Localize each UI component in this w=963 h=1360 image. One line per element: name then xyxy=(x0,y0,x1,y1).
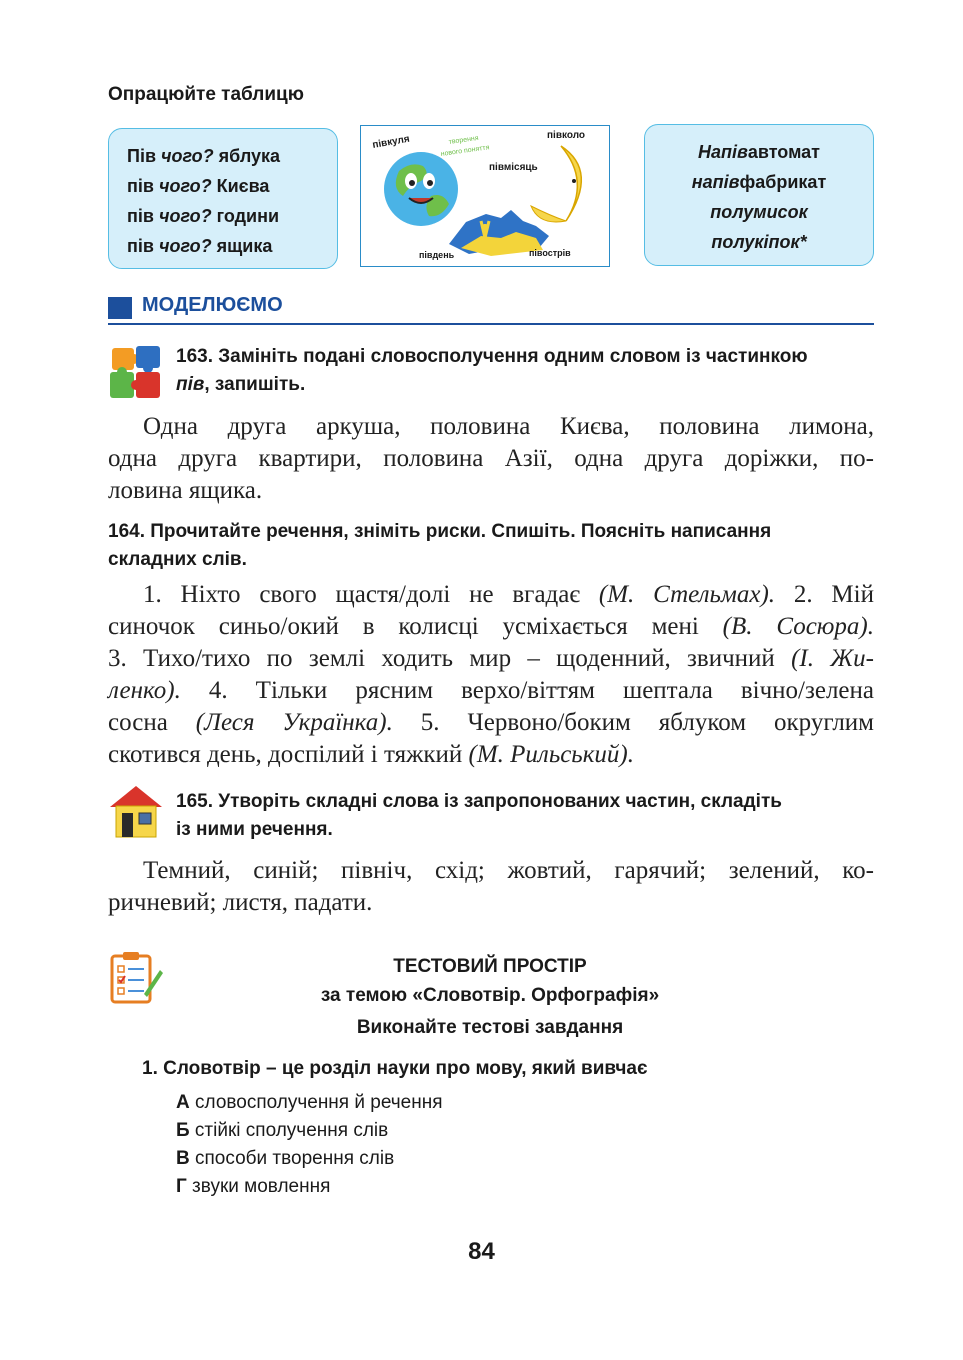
globe-icon xyxy=(384,152,458,226)
box-line: напівфабрикат xyxy=(691,172,827,192)
task-163-heading: 163. Замініть подані словосполучення одним словом із частинкою пів, запишіть. xyxy=(176,346,808,395)
task-163-text xyxy=(108,411,874,507)
task-165-text xyxy=(108,855,874,919)
box-line: Напівавтомат xyxy=(698,142,820,162)
section-divider xyxy=(108,323,874,325)
box-line: пів чого? Києва xyxy=(127,176,270,196)
page-number: 84 xyxy=(468,1238,495,1265)
heading: Опрацюйте таблицю xyxy=(108,84,304,105)
text-line: 3. Тихо/тихо по землі ходить мир – щоденний, звичний (І. Жи- xyxy=(108,645,874,672)
label-new-concept: нового поняття xyxy=(440,144,490,158)
label-pivkolo: півколо xyxy=(547,130,586,141)
text-line: скотився день, доспілий і тяжкий (М. Рильський). xyxy=(108,741,634,768)
text-line: ричневий; листя, падати. xyxy=(108,889,373,916)
test-instruction: Виконайте тестові завдання xyxy=(356,1017,624,1038)
text-line: ленко). 4. Тільки рясним верхо/віттям шептала вічно/зелена xyxy=(108,677,874,704)
text-line: Одна друга аркуша, половина Києва, половина лимона, xyxy=(143,413,874,440)
test-option: Г звуки мовлення xyxy=(176,1176,331,1197)
text-line: синочок синьо/окий в колисці усміхається мені (В. Сосюра). xyxy=(108,613,874,640)
moon-icon xyxy=(561,146,581,221)
illustration xyxy=(361,126,608,265)
label-pivmisiats: півмісяць xyxy=(489,162,538,173)
pre-box-pre-grammar xyxy=(108,128,338,269)
label-pivostriv: півострів xyxy=(529,248,571,258)
label-pivden: південь xyxy=(419,250,455,260)
prefix-box-napiv-polu xyxy=(644,124,874,266)
task-164-heading: 164. Прочитайте речення, зніміть риски. Спишіть. Поясніть написання складних слів. xyxy=(108,521,772,570)
box-line: пів чого? ящика xyxy=(127,236,273,256)
test-option: А словосполучення й речення xyxy=(176,1092,443,1113)
section-title: МОДЕЛЮЄМО xyxy=(142,294,283,316)
task-164-text xyxy=(108,579,874,771)
box-line: Пів чого? яблука xyxy=(127,146,281,166)
test-option: В способи творення слів xyxy=(176,1148,395,1169)
house-icon xyxy=(108,783,164,839)
puzzle-icon xyxy=(108,344,164,402)
label-tvorennia: творення xyxy=(448,134,480,146)
box-line: полумисок xyxy=(710,202,808,222)
task-165-heading: 165. Утворіть складні слова із запропонованих частин, складіть із ними речення. xyxy=(176,791,782,840)
text-line: Темний, синій; північ, схід; жовтий, гарячий; зелений, ко- xyxy=(143,857,874,884)
word-formation-picture xyxy=(360,125,610,267)
box-line: полукіпок* xyxy=(711,232,807,252)
text-line: ловина ящика. xyxy=(108,477,263,504)
text-line: одна друга квартири, половина Азії, одна друга доріжки, по- xyxy=(108,445,874,472)
label-pivkulia: півкуля xyxy=(371,133,411,151)
section-marker xyxy=(108,297,132,319)
checklist-icon xyxy=(108,950,164,1006)
test-option: Б стійкі сполучення слів xyxy=(176,1120,389,1141)
test-title: ТЕСТОВИЙ ПРОСТІР за темою «Словотвір. Орфографія» xyxy=(320,956,660,1006)
box-line: пів чого? години xyxy=(127,206,280,226)
text-line: сосна (Леся Українка). 5. Червоно/боким яблуком округлим xyxy=(108,709,874,736)
text-line: 1. Ніхто свого щастя/долі не вгадає (М. Стельмах). 2. Мій xyxy=(143,581,874,608)
test-question: 1. Словотвір – це розділ науки про мову, який вивчає xyxy=(142,1058,648,1079)
